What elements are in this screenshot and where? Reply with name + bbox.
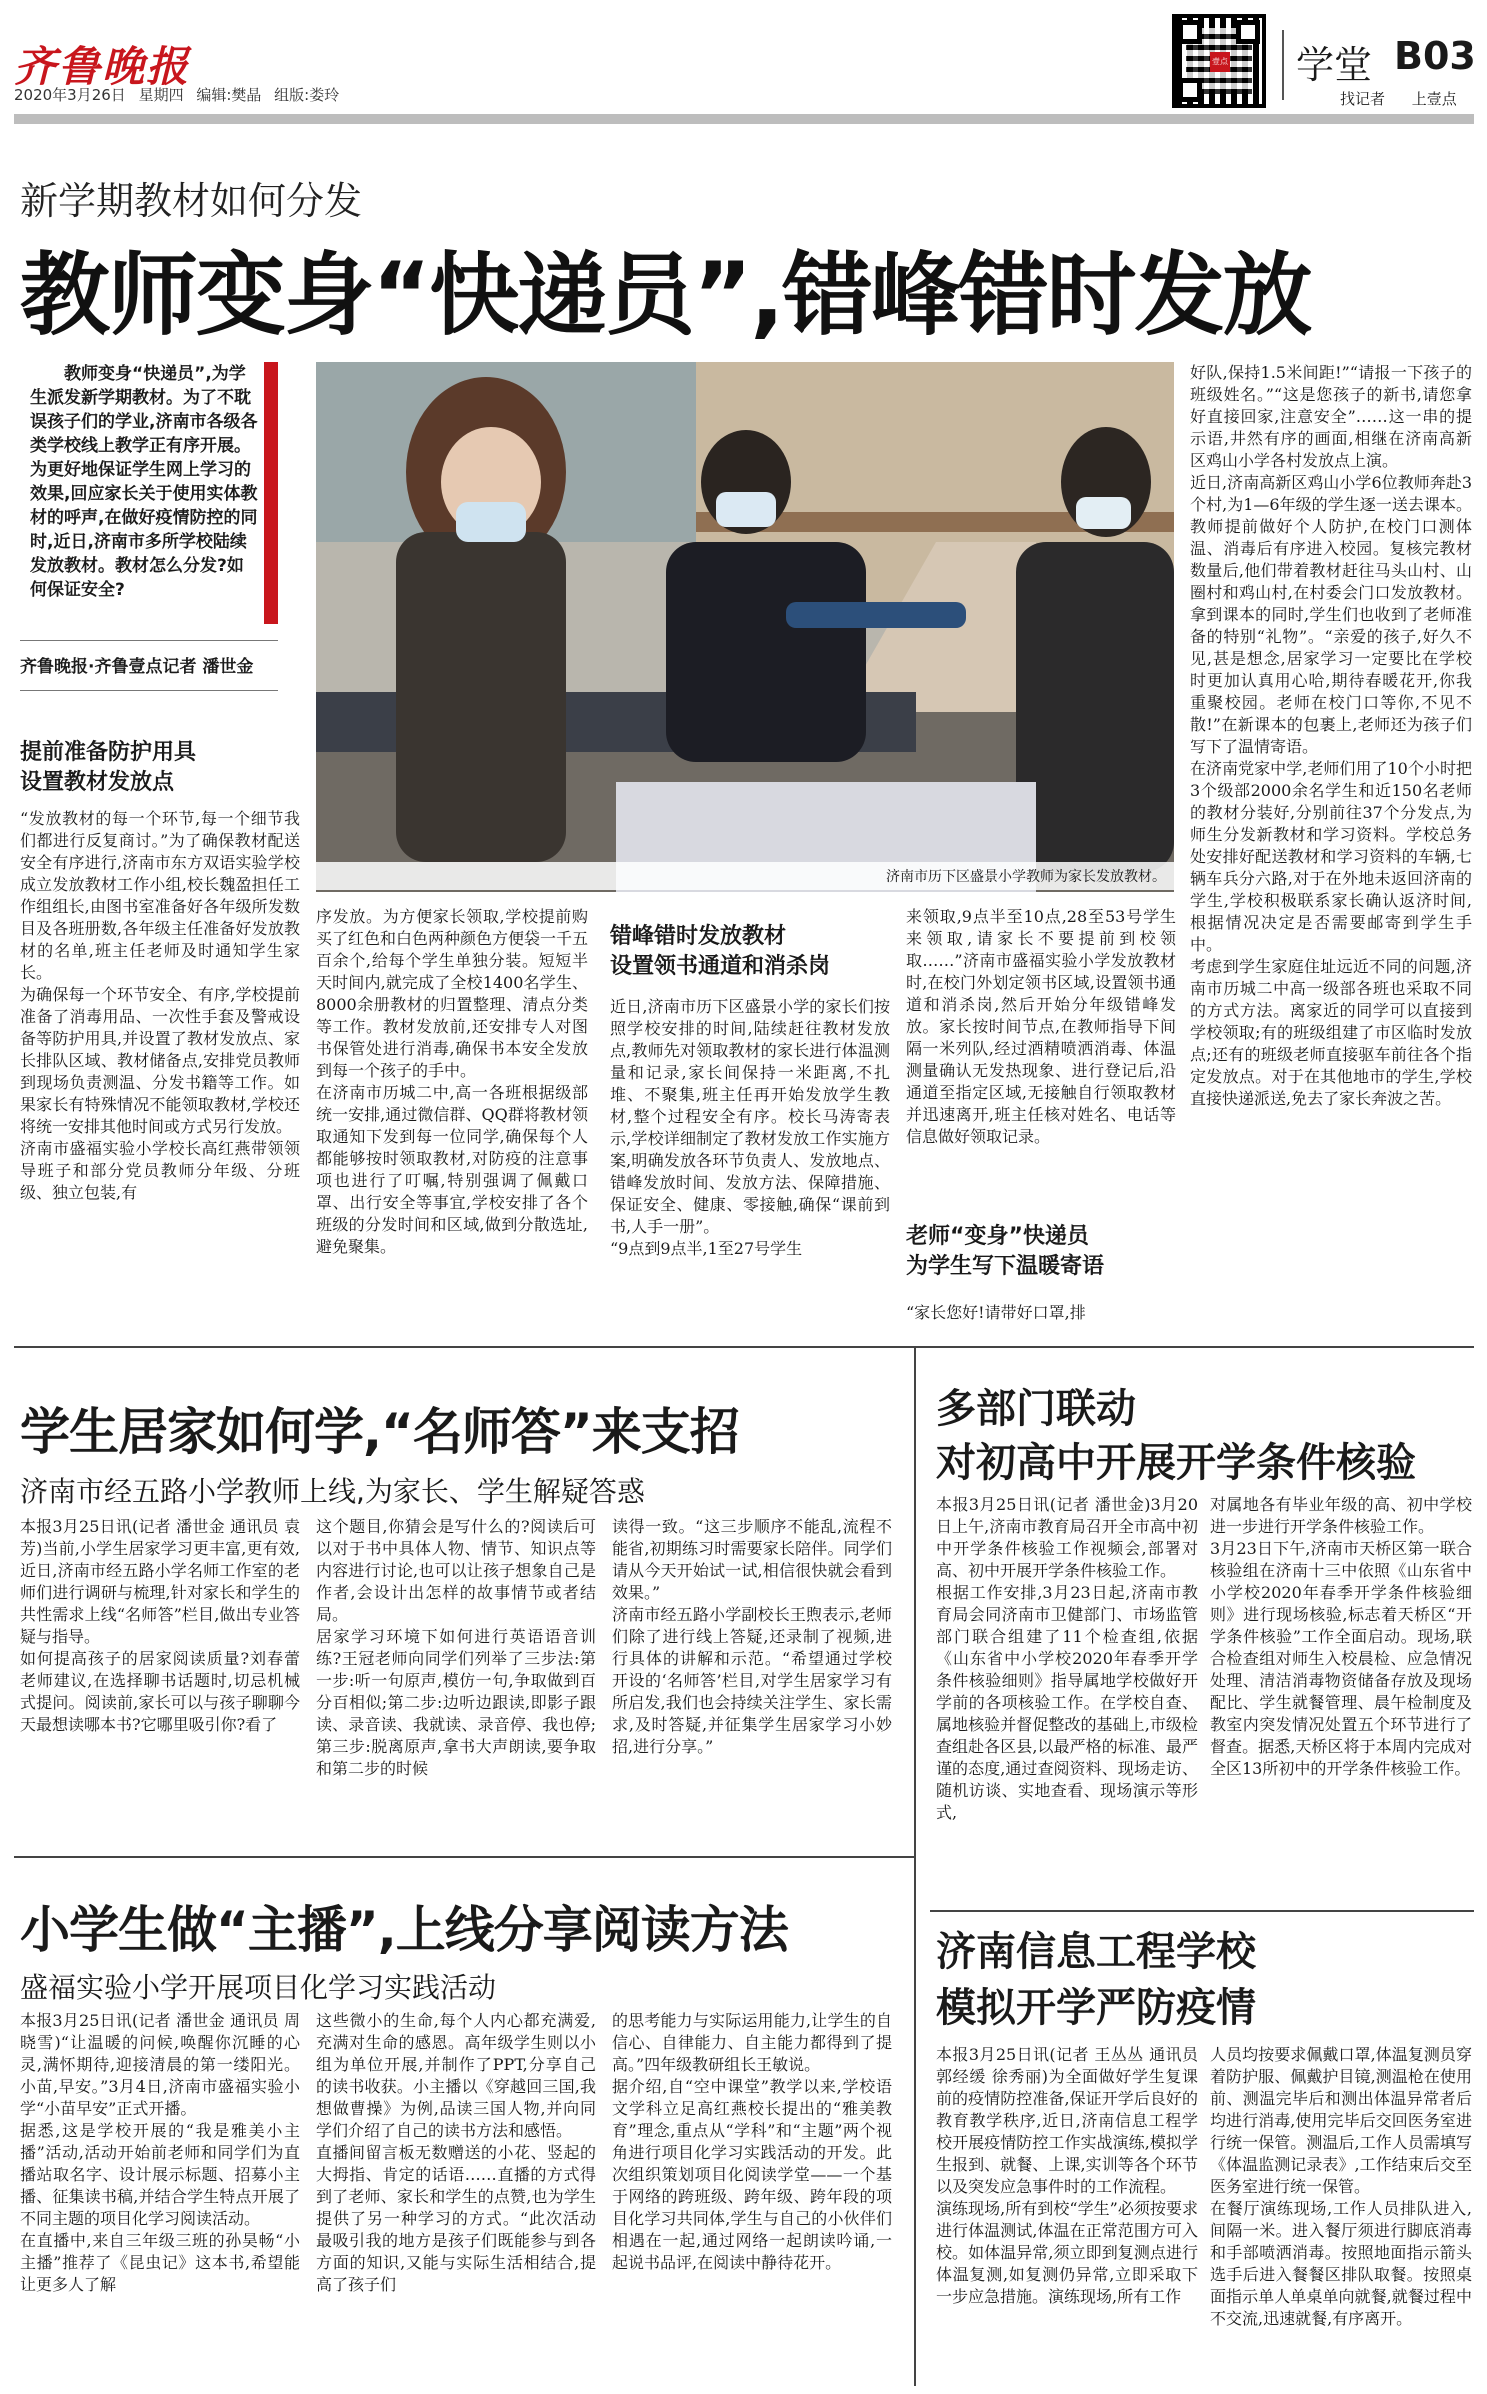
lead-col-5: 好队,保持1.5米间距!”“请报一下孩子的班级姓名。”“这是您孩子的新书,请您拿好直接回家,注意安全”……这一串的提示语,井然有序的画面,相继在济南高新区鸡山小学各村发放点上演。 近日,济南高新区鸡山小学6位教师奔赴3个村,为1—6年级的学生逐一送去课本。教师提前做好个人防护,在校门口测体温、消毒后有序进入校园。复核完教材数量后,他们带着教材赶往马头山村、山圈村和鸡山村,在村委会门口发放教材。拿到课本的同时,学生们也收到了老师准备的特别“礼物”。“亲爱的孩子,好久不见,甚是想念,居家学习一定要比在学校时更加认真用心哈,期待春暖花开,你我重聚校园。老师在校门口等你,不见不散!”在新课本的包裹上,老师还为孩子们写下了温情寄语。 在济南党家中学,老师们用了10个小时把3个级部2000余名学生和近150名老师的教材分装好,分别前往37个分发点,为师生分发新教材和学习资料。学校总务处安排好配送教材和学习资料的车辆,七辆车兵分六路,对于在外地未返回济南的学生,学校积极联系家长确认返济时间,根据情况决定是否需要邮寄到学生手中。 考虑到学生家庭住址远近不同的问题,济南市历城二中高一级部各班也采取不同的方式方法。离家近的同学可以直接到学校领取;有的班级组建了市区临时发放点;还有的班级老师直接驱车前往各个指定发放点。对于在其他地市的学生,学校直接快递派送,免去了家长奔波之苦。 bbox=[1190, 363, 1472, 1108]
lead-accent-bar bbox=[264, 362, 278, 624]
page-number: B03 bbox=[1394, 34, 1476, 78]
story3-col-2: 这些微小的生命,每个人内心都充满爱,充满对生命的感恩。高年级学生则以小组为单位开展,并制作了PPT,分享自己的读书收获。小主播以《穿越回三国,我想做曹操》为例,品读三国人物,并向同学们介绍了自己的读书方法和感悟。 直播间留言板无数赠送的小花、竖起的大拇指、肯定的话语……直播的方式得到了老师、家长和学生的点赞,也为学生提供了另一种学习的方式。“此次活动最吸引我的地方是孩子们既能参与到各方面的知识,又能与实际生活相结合,提高了孩子们 bbox=[316, 2011, 596, 2294]
section-slogan: 找记者 上壹点 bbox=[1340, 90, 1457, 108]
story2-headline: 学生居家如何学,“名师答”来支招 bbox=[20, 1403, 739, 1461]
lead-col-3: 近日,济南市历下区盛景小学的家长们按照学校安排的时间,陆续赶往教材发放点,教师先对领取教材的家长进行体温测量和记录,家长间保持一米距离,不扎堆、不聚集,班主任再开始发放学生教材,整个过程安全有序。校长马涛寄表示,学校详细制定了教材发放工作实施方案,明确发放各环节负责人、发放地点、错峰发放时间、发放方法、保障措施、保证安全、健康、零接触,确保“课前到书,人手一册”。 “9点到9点半,1至27号学生 bbox=[610, 997, 890, 1258]
issue-meta: 2020年3月26日 星期四 编辑:樊晶 组版:娄玲 bbox=[14, 86, 340, 104]
photo-caption: 济南市历下区盛景小学教师为家长发放教材。 bbox=[316, 862, 1174, 890]
lead-photo bbox=[316, 362, 1174, 892]
lead-col-1: “发放教材的每一个环节,每一个细节我们都进行反复商讨。”为了确保教材配送安全有序进行,济南市东方双语实验学校成立发放教材工作小组,校长魏盈担任工作组组长,由图书室准备好各年级所发数目及各班册数,各年级主任准备好发放教材的名单,班主任老师及时通知学生家长。 为确保每一个环节安全、有序,学校提前准备了消毒用品、一次性手套及警戒设备等防护用具,并设置了教材发放点、家长排队区域、教材储备点,安排党员教师到现场负责测温、分发书籍等工作。如果家长有特殊情况不能领取教材,学校还将统一安排其他时间或方式另行发放。 济南市盛福实验小学校长高红燕带领领导班子和部分党员教师分年级、分班级、独立包装,有 bbox=[20, 809, 300, 1202]
section-name: 学堂 bbox=[1296, 43, 1373, 87]
story5-headline: 济南信息工程学校 模拟开学严防疫情 bbox=[936, 1929, 1256, 2031]
story2-col-2: 这个题目,你猜会是写什么的?阅读后可以对于书中具体人物、情节、知识点等内容进行讨论,也可以让孩子想象自己是作者,会设计出怎样的故事情节或者结局。 居家学习环境下如何进行英语语音训练?王冠老师向同学们列举了三步法:第一步:听一句原声,模仿一句,争取做到百分百相似;第二步:边听边跟读,即影子跟读、录音读、我就读、录音停、我也停;第三步:脱离原声,拿书大声朗读,要争取和第二步的时候 bbox=[316, 1517, 596, 1778]
story5-col-2: 人员均按要求佩戴口罩,体温复测员穿着防护服、佩戴护目镜,测温枪在使用前、测温完毕后和测出体温异常者后均进行消毒,使用完毕后交回医务室进行统一保管。测温后,工作人员需填写《体温监测记录表》,工作结束后交至医务室进行统一保管。 在餐厅演练现场,工作人员排队进入,间隔一米。进入餐厅须进行脚底消毒和手部喷洒消毒。按照地面指示箭头选手后进入餐餐区排队取餐。按照桌面指示单人单桌单向就餐,就餐过程中不交流,迅速就餐,有序离开。 bbox=[1210, 2045, 1472, 2328]
lead-col-4: 来领取,9点半至10点,28至53号学生来领取,请家长不要提前到校领取……”济南市盛福实验小学发放教材时,在校门外划定领书区域,设置领书通道和消杀岗,然后开始分年级错峰发放。家长按时间节点,在教师指导下间隔一米列队,经过酒精喷洒消毒、体温测量确认无发热现象、进行登记后,沿通道至指定区域,无接触自行领取教材并迅速离开,班主任核对姓名、电话等信息做好领取记录。 bbox=[906, 907, 1176, 1146]
section-rule bbox=[930, 1910, 1474, 1912]
lead-headline: 教师变身“快递员”,错峰错时发放 bbox=[20, 243, 1311, 348]
column-divider bbox=[914, 1346, 916, 2386]
subhead-3: 老师“变身”快递员 为学生写下温暖寄语 bbox=[906, 1224, 1105, 1279]
story3-col-3: 的思考能力与实际运用能力,让学生的自信心、自律能力、自主能力都得到了提高。”四年级教研组长王敏说。 据介绍,自“空中课堂”教学以来,学校语文学科立足高红燕校长提出的“雅美教育”理念,重点从“学科”和“主题”两个视角进行项目化学习实践活动的开发。此次组织策划项目化阅读学堂——一个基于网络的跨班级、跨年级、跨年段的项目化学习共同体,学生与自己的小伙伴们相遇在一起,通过网络一起朗读吟诵,一起说书品评,在阅读中静待花开。 bbox=[612, 2011, 892, 2272]
story2-col-3: 读得一致。“这三步顺序不能乱,流程不能省,初期练习时需要家长陪伴。同学们请从今天开始试一试,相信很快就会看到效果。” 济南市经五路小学副校长王煦表示,老师们除了进行线上答疑,还录制了视频,进行具体的讲解和示范。“希望通过学校开设的‘名师答’栏目,对学生居家学习有所启发,我们也会持续关注学生、家长需求,及时答疑,并征集学生居家学习小妙招,进行分享。” bbox=[612, 1517, 892, 1756]
story3-subtitle: 盛福实验小学开展项目化学习实践活动 bbox=[20, 1971, 497, 2004]
lead-intro: 教师变身“快递员”,为学生派发新学期教材。为了不耽误孩子们的学业,济南市各级各类学校线上教学正有序开展。为更好地保证学生网上学习的效果,回应家长关于使用实体教材的呼声,在做好疫情防控的同时,近日,济南市多所学校陆续发放教材。教材怎么分发?如何保证安全? bbox=[30, 364, 258, 600]
subhead-1: 提前准备防护用具 设置教材发放点 bbox=[20, 740, 197, 795]
lead-col-2: 序发放。为方便家长领取,学校提前购买了红色和白色两种颜色方便袋一千五百余个,给每个学生单独分装。短短半天时间内,就完成了全校1400名学生、8000余册教材的归置整理、清点分类等工作。教材发放前,还安排专人对图书保管处进行消毒,确保书本安全发放到每一个孩子的手中。 在济南市历城二中,高一各班根据级部统一安排,通过微信群、QQ群将教材领取通知下发到每一位同学,确保每个人都能够按时领取教材,对防疫的注意事项也进行了叮嘱,特别强调了佩戴口罩、出行安全等事宜,学校安排了各个班级的分发时间和区域,做到分散选址,避免聚集。 bbox=[316, 907, 588, 1256]
qr-code-icon: 壹点 bbox=[1172, 14, 1266, 108]
rule bbox=[20, 690, 278, 691]
top-bar bbox=[14, 114, 1474, 124]
story2-col-1: 本报3月25日讯(记者 潘世金 通讯员 袁芳)当前,小学生居家学习更丰富,更有效,近日,济南市经五路小学名师工作室的老师们进行调研与梳理,针对家长和学生的共性需求上线“名师答”栏目,做出专业答疑与指导。 如何提高孩子的居家阅读质量?刘春蕾老师建议,在选择聊书话题时,切忌机械式提问。阅读前,家长可以与孩子聊聊今天最想读哪本书?它哪里吸引你?看了 bbox=[20, 1517, 300, 1734]
lead-byline: 齐鲁晚报·齐鲁壹点记者 潘世金 bbox=[20, 657, 254, 677]
story4-headline: 多部门联动 对初高中开展开学条件核验 bbox=[936, 1386, 1416, 1486]
story3-col-1: 本报3月25日讯(记者 潘世金 通讯员 周晓雪)“让温暖的问候,唤醒你沉睡的心灵,满怀期待,迎接清晨的第一缕阳光。小苗,早安。”3月4日,济南市盛福实验小学“小苗早安”正式开播。 据悉,这是学校开展的“我是雅美小主播”活动,活动开始前老师和同学们为直播站取名字、设计展示标题、招募小主播、征集读书稿,并结合学生特点开展了不同主题的项目化学习阅读活动。 在直播中,来自三年级三班的孙昊畅“小主播”推荐了《昆虫记》这本书,希望能让更多人了解 bbox=[20, 2011, 300, 2294]
story4-col-2: 对属地各有毕业年级的高、初中学校进一步进行开学条件核验工作。 3月23日下午,济南市天桥区第一联合核验组在济南十三中依照《山东省中小学校2020年春季开学条件核验细则》进行现场核验,标志着天桥区“开学条件核验”工作全面启动。现场,联合检查组对师生入校晨检、应急情况处理、清洁消毒物资储备存放及现场配比、学生就餐管理、晨午检制度及教室内突发情况处置五个环节进行了督查。据悉,天桥区将于本周内完成对全区13所初中的开学条件核验工作。 bbox=[1210, 1495, 1472, 1778]
section-rule bbox=[14, 1346, 1474, 1348]
story2-subtitle: 济南市经五路小学教师上线,为家长、学生解疑答惑 bbox=[20, 1475, 645, 1508]
subhead-2: 错峰错时发放教材 设置领书通道和消杀岗 bbox=[610, 924, 831, 979]
lead-kicker: 新学期教材如何分发 bbox=[20, 179, 363, 223]
story4-col-1: 本报3月25日讯(记者 潘世金)3月20日上午,济南市教育局召开全市高中初中开学条件核验工作视频会,部署对高、初中开展开学条件核验工作。 根据工作安排,3月23日起,济南市教育局会同济南市卫健部门、市场监管部门联合组建了11个检查组,依据《山东省中小学校2020年春季开学条件核验细则》指导属地学校做好开学前的各项核验工作。在学校自查、属地核验并督促整改的基础上,市级检查组赴各区县,以最严格的标准、最严谨的态度,通过查阅资料、现场走访、随机访谈、实地查看、现场演示等形式, bbox=[936, 1495, 1198, 1822]
story5-col-1: 本报3月25日讯(记者 王丛丛 通讯员 郭经缓 徐秀丽)为全面做好学生复课前的疫情防控准备,保证开学后良好的教育教学秩序,近日,济南信息工程学校开展疫情防控工作实战演练,模拟学生报到、就餐、上课,实训等各个环节以及突发应急事件时的工作流程。 演练现场,所有到校“学生”必须按要求进行体温测试,体温在正常范围方可入校。如体温异常,须立即到复测点进行体温复测,如复测仍异常,立即采取下一步应急措施。演练现场,所有工作 bbox=[936, 2045, 1198, 2306]
section-rule bbox=[14, 1856, 914, 1858]
lead-col-4b: “家长您好!请带好口罩,排 bbox=[906, 1303, 1086, 1322]
section-divider bbox=[1282, 30, 1284, 100]
newspaper-logo: 齐鲁晚报 bbox=[14, 42, 191, 91]
story3-headline: 小学生做“主播”,上线分享阅读方法 bbox=[20, 1901, 788, 1959]
rule bbox=[20, 640, 278, 641]
